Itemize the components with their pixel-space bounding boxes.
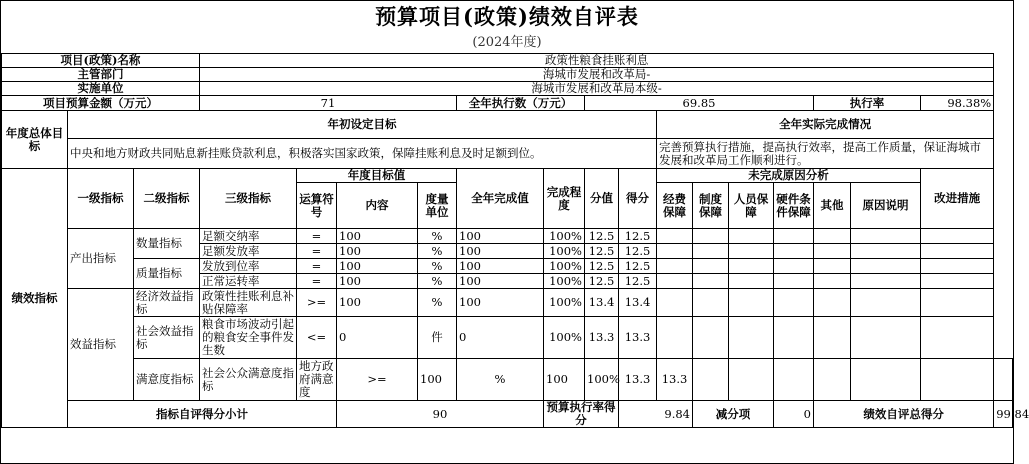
row-l3: 粮食市场波动引起的粮食安全事件发生数 [200, 317, 297, 359]
score-header: 分值 [585, 169, 619, 229]
row-score: 12.5 [585, 229, 619, 244]
exec-score-value: 9.84 [619, 401, 693, 428]
group-public-sat: 社会公众满意度指标 [200, 359, 297, 401]
row-content: 100 [337, 259, 418, 274]
table-row [2, 259, 1013, 274]
target-group-header: 年度目标值 [297, 169, 457, 183]
row-content: 100 [337, 289, 418, 317]
row-got: 12.5 [619, 244, 657, 259]
actual-goal-text: 完善预算执行措施，提高执行效率，提高工作质量，保证海城市发展和改革局工作顺利进行。 [657, 139, 994, 169]
row-score: 12.5 [585, 244, 619, 259]
table-row [2, 317, 1013, 359]
row-actual: 100 [457, 259, 544, 274]
group-quality: 质量指标 [134, 259, 200, 289]
project-name: 政策性粮食挂账利息 [200, 54, 994, 68]
row-unit: % [457, 359, 544, 401]
row-got: 13.3 [619, 317, 657, 359]
dept-value: 海城市发展和改革局- [200, 68, 994, 82]
row-content: 100 [337, 229, 418, 244]
row-actual: 100 [544, 359, 585, 401]
row-actual: 100 [457, 274, 544, 289]
total-value: 99.84 [994, 401, 1013, 428]
row-l3: 正常运转率 [200, 274, 297, 289]
row-unit: 件 [418, 317, 457, 359]
reason-note-header: 原因说明 [851, 183, 921, 229]
level1-header: 一级指标 [68, 169, 134, 229]
reason-staff-header: 人员保障 [729, 183, 774, 229]
row-l3: 发放到位率 [200, 259, 297, 274]
row-degree: 100% [585, 359, 619, 401]
reason-group-header: 未完成原因分析 [657, 169, 921, 183]
budget-label: 项目预算金额（万元） [2, 96, 200, 111]
row-degree: 100% [544, 229, 585, 244]
row-degree: 100% [544, 259, 585, 274]
project-name-label: 项目(政策)名称 [2, 54, 200, 68]
reason-other-header: 其他 [814, 183, 851, 229]
subtotal-label: 指标自评得分小计 [68, 401, 337, 428]
subtotal-value: 90 [337, 401, 544, 428]
row-degree: 100% [544, 274, 585, 289]
row-actual: 100 [457, 229, 544, 244]
reason-system-header: 制度保障 [693, 183, 729, 229]
actual-header: 全年完成值 [457, 169, 544, 229]
row-content: 100 [337, 244, 418, 259]
group-social: 社会效益指标 [134, 317, 200, 359]
table-row [2, 289, 1013, 317]
table-row [2, 359, 1013, 401]
goals-label: 年度总体目标 [2, 111, 68, 169]
row-content: 100 [337, 274, 418, 289]
row-op: <= [297, 317, 337, 359]
row-op: >= [337, 359, 418, 401]
page-title: 预算项目(政策)绩效自评表 [375, 4, 639, 29]
reason-fund-header: 经费保障 [657, 183, 693, 229]
evaluation-table [1, 53, 1029, 428]
rate-value: 98.38% [921, 96, 994, 111]
row-got: 12.5 [619, 229, 657, 244]
actual-goal-header: 全年实际完成情况 [657, 111, 994, 139]
rate-label: 执行率 [814, 96, 921, 111]
row-unit: % [418, 259, 457, 274]
level2-header: 二级指标 [134, 169, 200, 229]
row-unit: % [418, 289, 457, 317]
row-score: 13.3 [619, 359, 657, 401]
exec-value: 69.85 [585, 96, 814, 111]
row-degree: 100% [544, 289, 585, 317]
deduct-label: 减分项 [693, 401, 774, 428]
row-score: 12.5 [585, 259, 619, 274]
row-unit: % [418, 274, 457, 289]
row-got: 12.5 [619, 259, 657, 274]
row-got: 13.4 [619, 289, 657, 317]
row-l3: 足额发放率 [200, 244, 297, 259]
row-degree: 100% [544, 244, 585, 259]
improve-header: 改进措施 [921, 169, 994, 229]
impl-label: 实施单位 [2, 82, 200, 96]
row-l3: 足额交纳率 [200, 229, 297, 244]
dept-label: 主管部门 [2, 68, 200, 82]
perf-indicators-label: 绩效指标 [2, 169, 68, 428]
row-actual: 100 [457, 289, 544, 317]
content-header: 内容 [337, 183, 418, 229]
row-score: 13.3 [585, 317, 619, 359]
reason-hardware-header: 硬件条件保障 [774, 183, 814, 229]
row-op: >= [297, 289, 337, 317]
exec-label: 全年执行数（万元） [457, 96, 585, 111]
row-degree: 100% [544, 317, 585, 359]
row-actual: 100 [457, 244, 544, 259]
row-l3: 政策性挂账利息补贴保障率 [200, 289, 297, 317]
row-op: = [297, 274, 337, 289]
exec-score-label: 预算执行率得分 [544, 401, 619, 428]
group-satisfaction: 满意度指标 [134, 359, 200, 401]
planned-goal-text: 中央和地方财政共同贴息新挂账贷款利息，积极落实国家政策，保障挂账利息及时足额到位。 [68, 139, 657, 169]
degree-header: 完成程度 [544, 169, 585, 229]
group-benefit: 效益指标 [68, 289, 134, 401]
row-content: 100 [418, 359, 457, 401]
row-op: = [297, 229, 337, 244]
group-econ: 经济效益指标 [134, 289, 200, 317]
row-score: 12.5 [585, 274, 619, 289]
op-header: 运算符号 [297, 183, 337, 229]
row-actual: 0 [457, 317, 544, 359]
group-output: 产出指标 [68, 229, 134, 289]
planned-goal-header: 年初设定目标 [68, 111, 657, 139]
row-unit: % [418, 229, 457, 244]
row-unit: % [418, 244, 457, 259]
budget-value: 71 [200, 96, 457, 111]
row-score: 13.4 [585, 289, 619, 317]
row-op: = [297, 259, 337, 274]
row-content: 0 [337, 317, 418, 359]
unit-header: 度量单位 [418, 183, 457, 229]
row-got: 12.5 [619, 274, 657, 289]
report-year: (2024年度) [472, 35, 542, 50]
group-quantity: 数量指标 [134, 229, 200, 259]
row-got: 13.3 [657, 359, 693, 401]
row-l3: 地方政府满意度 [297, 359, 337, 401]
total-label: 绩效自评总得分 [814, 401, 994, 428]
level3-header: 三级指标 [200, 169, 297, 229]
impl-value: 海城市发展和改革局本级- [200, 82, 994, 96]
row-op: = [297, 244, 337, 259]
deduct-value: 0 [774, 401, 814, 428]
got-header: 得分 [619, 169, 657, 229]
table-row [2, 229, 1013, 244]
